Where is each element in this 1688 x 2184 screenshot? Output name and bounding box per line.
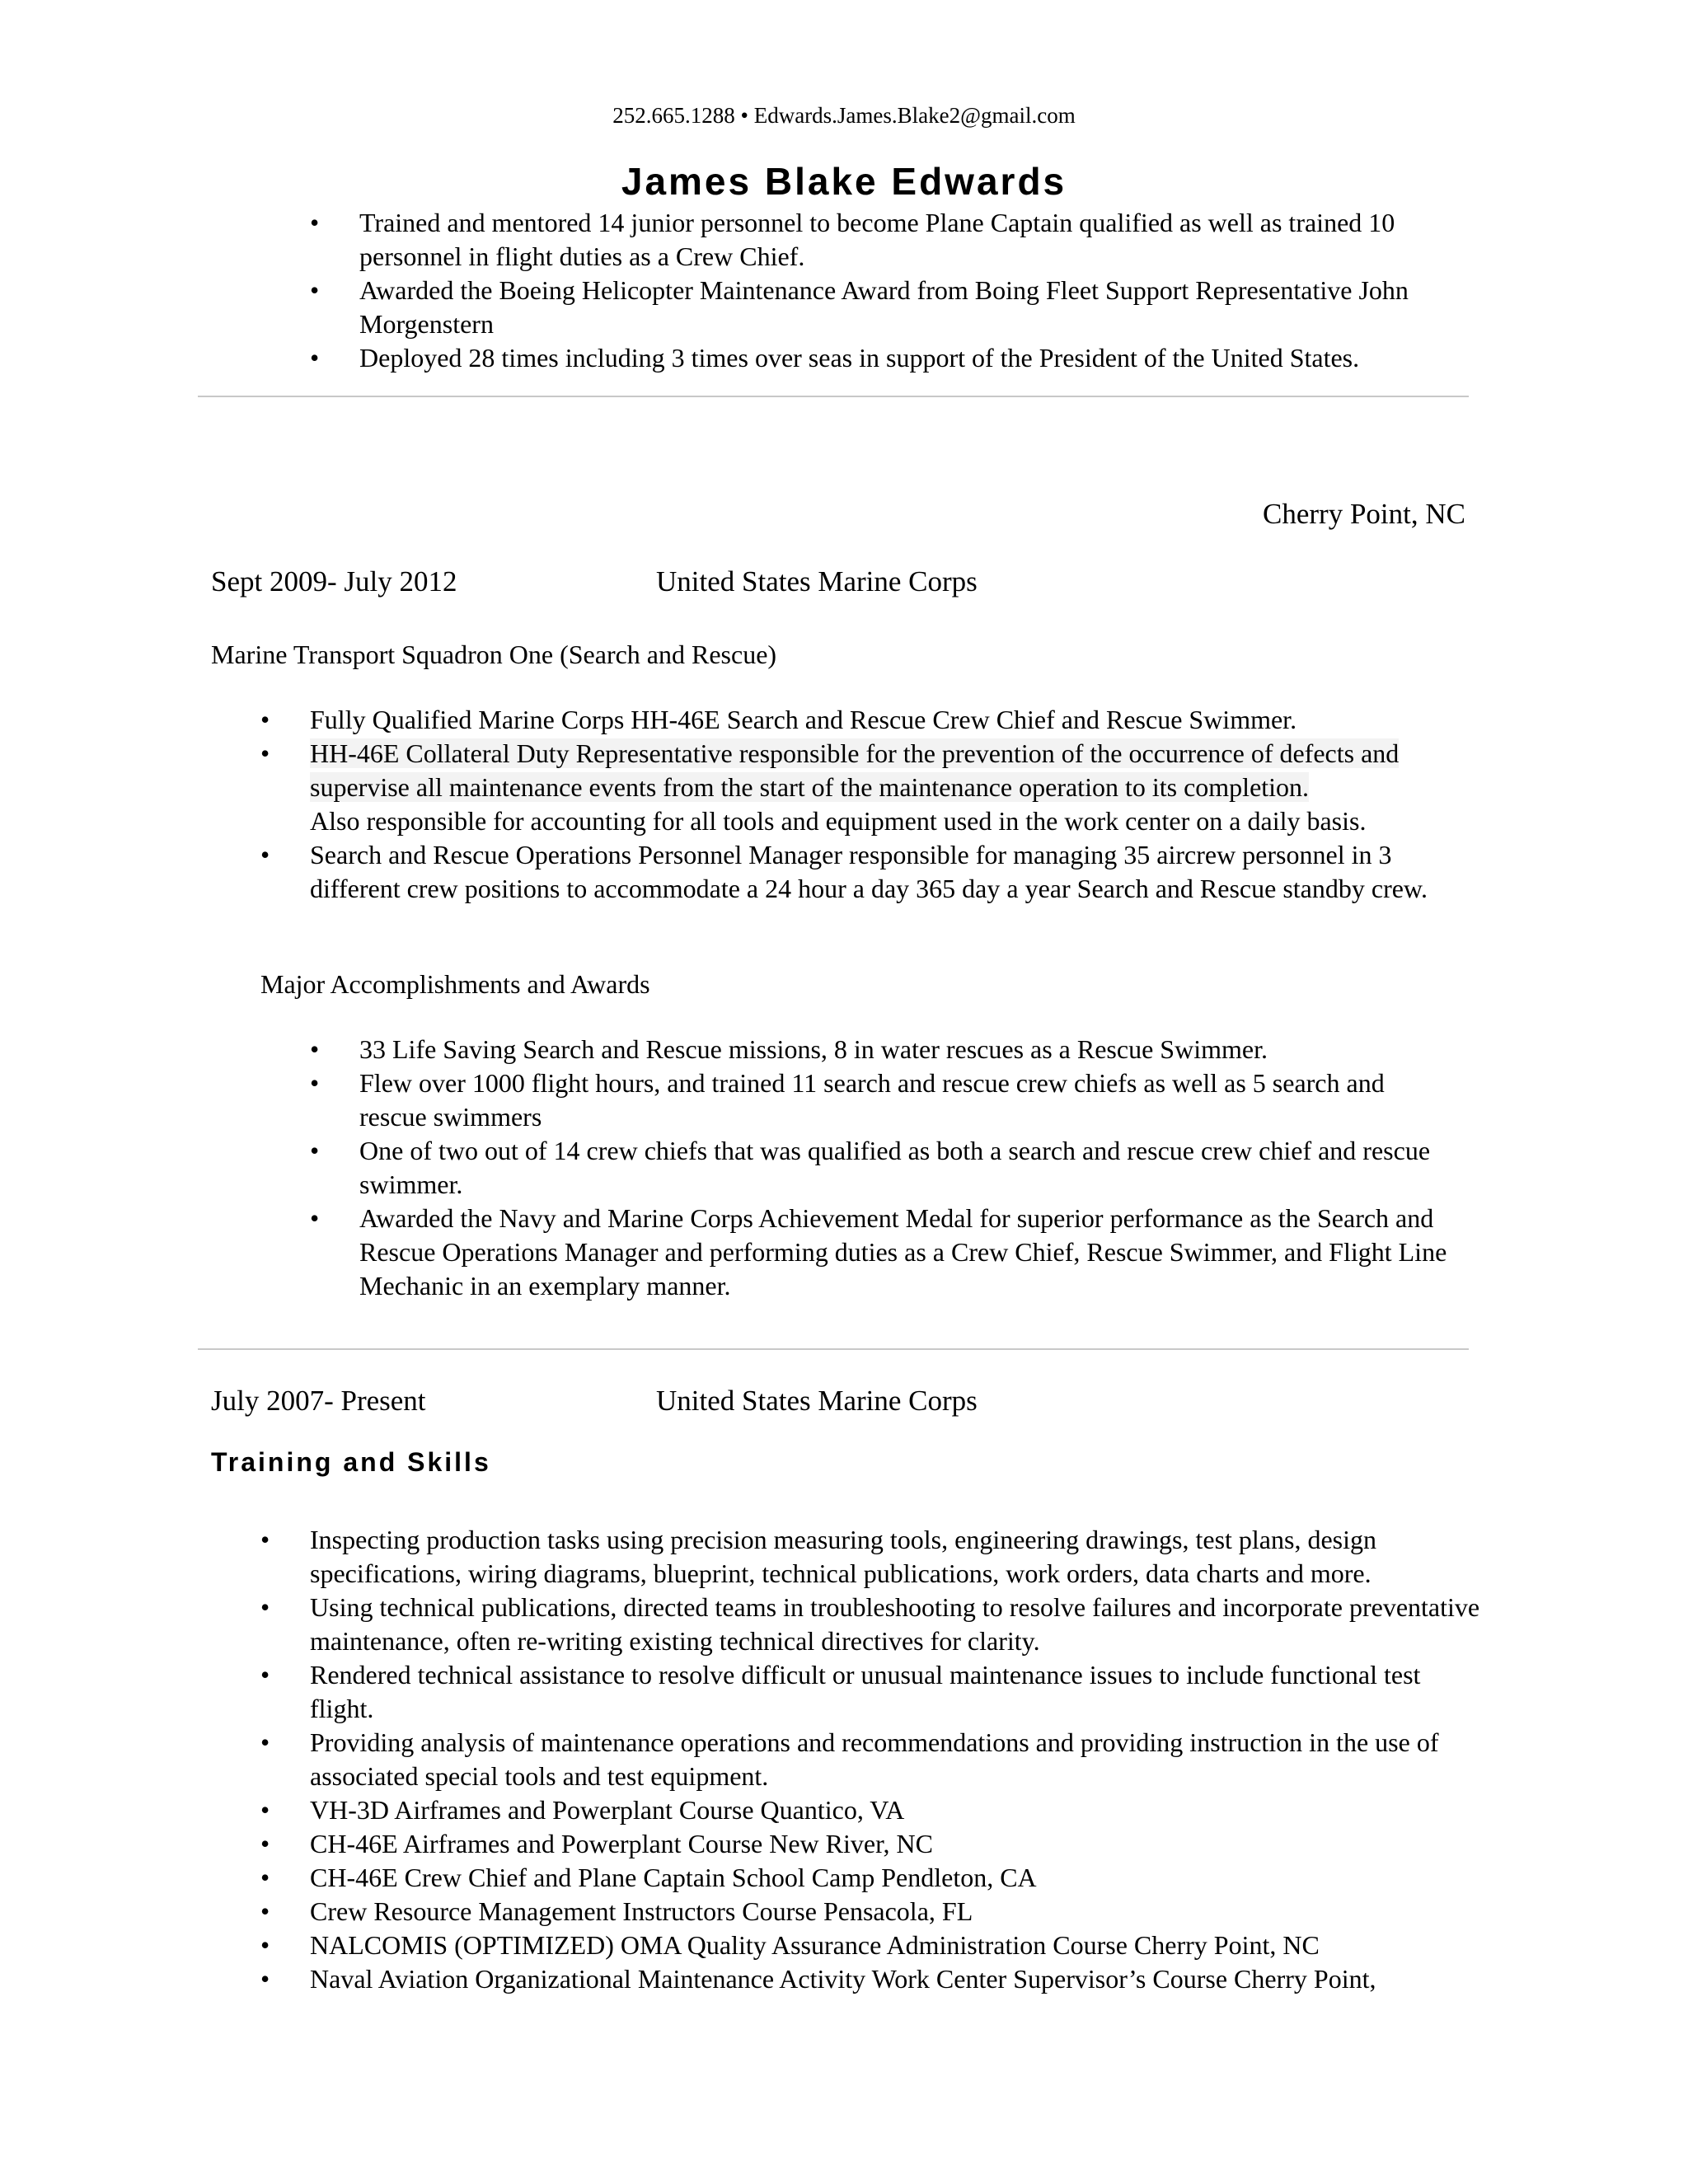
list-item: • VH-3D Airframes and Powerplant Course Quantico, VA xyxy=(260,1793,1480,1827)
list-item-line: supervise all maintenance events from the start of the maintenance operation to its completion. xyxy=(310,772,1310,802)
list-item: • Deployed 28 times including 3 times over seas in support of the President of the United States. xyxy=(310,341,1476,375)
candidate-name: James Blake Edwards xyxy=(621,160,1067,203)
list-item: • Crew Resource Management Instructors Course Pensacola, FL xyxy=(260,1895,1480,1929)
list-item: • Using technical publications, directed teams in troubleshooting to resolve failures and incorporate preventative maintenance, often re-writing existing technical directives for clarity. xyxy=(260,1591,1480,1658)
list-item: • NALCOMIS (OPTIMIZED) OMA Quality Assurance Administration Course Cherry Point, NC xyxy=(260,1929,1480,1962)
top-bullet-list xyxy=(310,206,1476,375)
list-item: • Providing analysis of maintenance operations and recommendations and providing instruction in the use of associated special tools and test equipment. xyxy=(260,1726,1480,1793)
job1-dates: Sept 2009- July 2012 xyxy=(211,565,457,598)
job2-employer: United States Marine Corps xyxy=(656,1385,978,1417)
section-divider xyxy=(198,1348,1469,1350)
job1-location: Cherry Point, NC xyxy=(1263,498,1465,530)
list-item: • Inspecting production tasks using precision measuring tools, engineering drawings, test plans, design specifications, wiring diagrams, blueprint, technical publications, work orders, data charts and more. xyxy=(260,1523,1480,1591)
list-item-line: HH-46E Collateral Duty Representative responsible for the prevention of the occurrence of defects and xyxy=(310,738,1400,768)
training-list xyxy=(260,1523,1480,1996)
job1-employer: United States Marine Corps xyxy=(656,565,978,598)
list-item xyxy=(260,737,1480,838)
list-item: • Fully Qualified Marine Corps HH-46E Search and Rescue Crew Chief and Rescue Swimmer. xyxy=(260,703,1480,737)
accomplishments-heading: Major Accomplishments and Awards xyxy=(260,969,650,999)
job2-dates: July 2007- Present xyxy=(211,1385,426,1417)
job1-unit: Marine Transport Squadron One (Search and Rescue) xyxy=(211,640,777,669)
section-divider xyxy=(198,396,1469,397)
training-section-title: Training and Skills xyxy=(211,1447,491,1477)
list-item: • Trained and mentored 14 junior personnel to become Plane Captain qualified as well as trained 10 personnel in flight duties as a Crew Chief. xyxy=(310,206,1476,274)
list-item: • Rendered technical assistance to resolve difficult or unusual maintenance issues to include functional test flight. xyxy=(260,1658,1480,1726)
list-item: • CH-46E Airframes and Powerplant Course New River, NC xyxy=(260,1827,1480,1861)
list-item: • One of two out of 14 crew chiefs that was qualified as both a search and rescue crew chief and rescue swimmer. xyxy=(310,1134,1451,1202)
list-item: • Naval Aviation Organizational Maintenance Activity Work Center Supervisor’s Course Cherry Point, xyxy=(260,1962,1480,1996)
list-item: • Flew over 1000 flight hours, and trained 11 search and rescue crew chiefs as well as 5 search and rescue swimmers xyxy=(310,1066,1451,1134)
accomplishments-list xyxy=(310,1033,1451,1303)
list-item: • Awarded the Boeing Helicopter Maintenance Award from Boing Fleet Support Representative John Morgenstern xyxy=(310,274,1476,341)
list-item: • Awarded the Navy and Marine Corps Achievement Medal for superior performance as the Search and Rescue Operations Manager and performing duties as a Crew Chief, Rescue Swimmer, and Flight Line Mechanic in an exemplary manner. xyxy=(310,1202,1451,1303)
contact-line: 252.665.1288 • Edwards.James.Blake2@gmail.com xyxy=(612,103,1076,128)
list-item-line: Also responsible for accounting for all tools and equipment used in the work center on a daily basis. xyxy=(310,806,1367,836)
list-item: • 33 Life Saving Search and Rescue missions, 8 in water rescues as a Rescue Swimmer. xyxy=(310,1033,1451,1066)
list-item: • CH-46E Crew Chief and Plane Captain School Camp Pendleton, CA xyxy=(260,1861,1480,1895)
job1-duties-list xyxy=(260,703,1480,906)
list-item: • Search and Rescue Operations Personnel Manager responsible for managing 35 aircrew personnel in 3 different crew positions to accommodate a 24 hour a day 365 day a year Search and Rescue standby crew. xyxy=(260,838,1480,906)
